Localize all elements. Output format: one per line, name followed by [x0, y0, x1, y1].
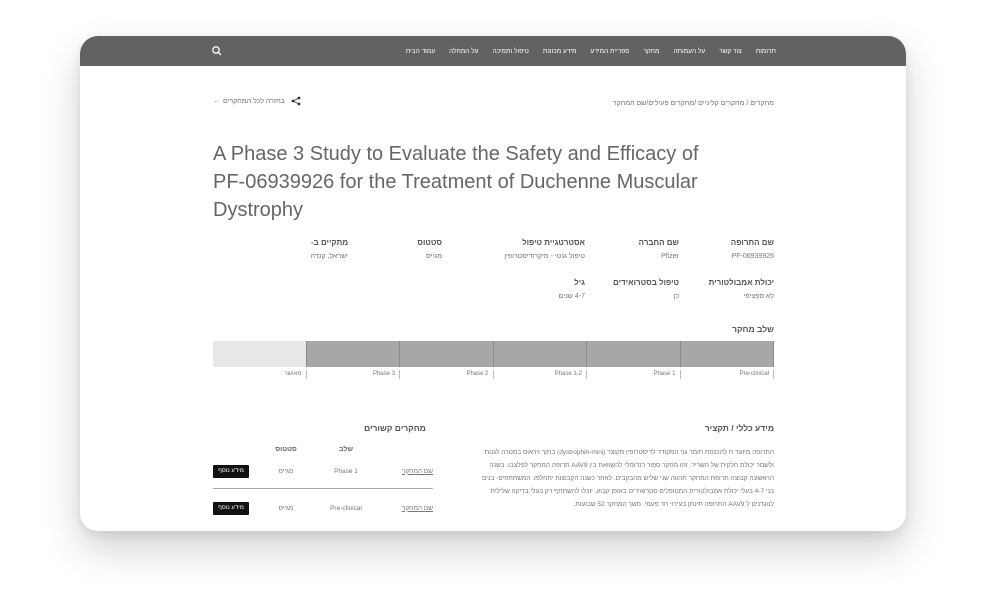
fact-drug-value: PF-06939926 — [731, 253, 774, 260]
nav-item-library[interactable]: ספריית המידע — [590, 47, 630, 55]
breadcrumb[interactable]: מחקרים / מחקרים קליניים /מחקרים פעילים/שם המחקר — [612, 100, 774, 107]
phase-labels — [213, 370, 774, 379]
phase-label-approved: מאושר — [213, 370, 307, 379]
summary-text: התרופה מיועד ת להכנסת חומר גני המקודד לדיסטרופין מקוצר (dystrophin-mini) בתוך ויראוס במטרה לגנות ולשמר יכולת חלקית של השריר. זהו מחקר ספור רנדומלי להשוואת בין AAV9 תרופה המחקר לפלצבו. בשנה הראשונה קבוצה תרופת המחקר תהווה שני שליש מהבקבים. לאחר כשנה הקבוצות יתחלפו. המשתתפים- בנים בני 4-7 בעלי יכולת אמבולטורית המטופלים סטרואידים באופן קבוע. יוכלו להשתתף רק בעלי בדיקה שלילית לנוגדנים ל AAV9 התרופה תינתן בעירוי חד פעמי. משך המחקר 52 שבועות. — [481, 449, 774, 508]
nav-item-research[interactable]: מחקר — [643, 47, 660, 55]
related-study-phase: Pre-clinical — [330, 504, 362, 512]
related-col-name — [381, 446, 433, 460]
fact-location-label: מתקיים ב- — [310, 238, 348, 247]
study-facts — [213, 238, 774, 318]
fact-ambulatory-label: יכולת אמבולטורית — [708, 278, 774, 287]
phase-label-3: Phase 3 — [307, 370, 401, 379]
fact-status-label: סטטוס — [417, 238, 442, 247]
related-study-link[interactable]: שם המחקר — [401, 467, 433, 475]
phase-label-1: Phase 1 — [587, 370, 681, 379]
more-info-button[interactable]: מידע נוסף — [213, 502, 249, 515]
fact-location-value: ישראל, קנדה — [310, 253, 348, 260]
main-nav — [406, 36, 776, 66]
phase-label-2: Phase 2 — [400, 370, 494, 379]
divider — [213, 488, 433, 489]
fact-drug-label: שם התרופה — [730, 238, 774, 247]
phase-heading: שלב מחקר — [732, 324, 774, 334]
nav-item-info[interactable]: מידע מכוונת — [542, 47, 577, 55]
phase-seg-preclinical — [681, 341, 775, 367]
fact-strategy-value: טיפול גנטי - מיקרודיסטרופין — [504, 253, 585, 260]
more-info-button[interactable]: מידע נוסף — [213, 465, 249, 478]
summary-heading: מידע כללי / תקציר — [704, 423, 774, 433]
related-study-phase: Phase 1 — [334, 467, 358, 475]
share-icon[interactable] — [291, 96, 301, 106]
fact-steroids-label: טיפול בסטרואידים — [613, 278, 679, 287]
phase-seg-2 — [400, 341, 494, 367]
arrow-left-icon: ← — [213, 97, 220, 105]
fact-age — [559, 278, 585, 300]
fact-strategy-label: אסטרטגיית טיפול — [522, 238, 585, 247]
nav-item-donations[interactable]: תרומות — [755, 47, 776, 55]
fact-drug — [731, 238, 774, 260]
fact-strategy — [504, 238, 585, 260]
related-studies-table — [213, 446, 433, 519]
fact-age-label: גיל — [574, 278, 585, 287]
fact-steroids — [613, 278, 679, 300]
browser-frame — [80, 36, 906, 531]
related-heading: מחקרים קשורים — [364, 423, 426, 433]
fact-company-value: Pfizer — [661, 253, 679, 260]
fact-location — [311, 238, 348, 260]
fact-company — [639, 238, 679, 260]
back-to-studies-link[interactable] — [213, 98, 285, 105]
fact-age-value: 4-7 שנים — [558, 293, 585, 300]
fact-ambulatory-value: לא ספציפי — [743, 293, 774, 300]
back-row — [213, 96, 301, 106]
phase-seg-1-2 — [494, 341, 588, 367]
phase-seg-3 — [307, 341, 401, 367]
search-icon[interactable] — [211, 45, 223, 57]
back-link-label: בחזרה לכל המחקרים — [223, 97, 285, 105]
table-row — [213, 497, 433, 519]
phase-label-1-2: Phase 1-2 — [494, 370, 588, 379]
nav-item-about-org[interactable]: על העמותה — [673, 47, 706, 55]
fact-status-value: מגייס — [426, 253, 442, 260]
related-study-status: מגייס — [278, 504, 294, 512]
fact-status — [417, 238, 442, 260]
nav-item-about-disease[interactable]: על המחלה — [449, 47, 479, 55]
related-col-status: סטטוס — [275, 446, 297, 453]
nav-item-contact[interactable]: צור קשר — [719, 47, 742, 55]
phase-seg-1 — [587, 341, 681, 367]
fact-ambulatory — [709, 278, 774, 300]
table-row — [213, 460, 433, 482]
nav-item-treatment[interactable]: טיפול ותמיכה — [492, 47, 529, 55]
fact-company-label: שם החברה — [638, 238, 679, 247]
phase-label-preclinical: Pre-clinical — [681, 370, 775, 379]
related-col-phase: שלב — [339, 446, 353, 453]
top-navigation-bar — [80, 36, 906, 66]
phase-progress-bar — [213, 341, 774, 367]
related-study-link[interactable]: שם המחקר — [401, 504, 433, 512]
nav-item-home[interactable]: עמוד הבית — [405, 47, 436, 55]
related-table-header — [213, 446, 433, 460]
related-study-status: מגייס — [278, 467, 294, 475]
fact-steroids-value: כן — [673, 293, 679, 300]
phase-seg-approved — [213, 341, 307, 367]
study-title: A Phase 3 Study to Evaluate the Safety and Efficacy of PF-06939926 for the Treatment of Duchenne Muscular Dystrophy — [213, 143, 699, 221]
